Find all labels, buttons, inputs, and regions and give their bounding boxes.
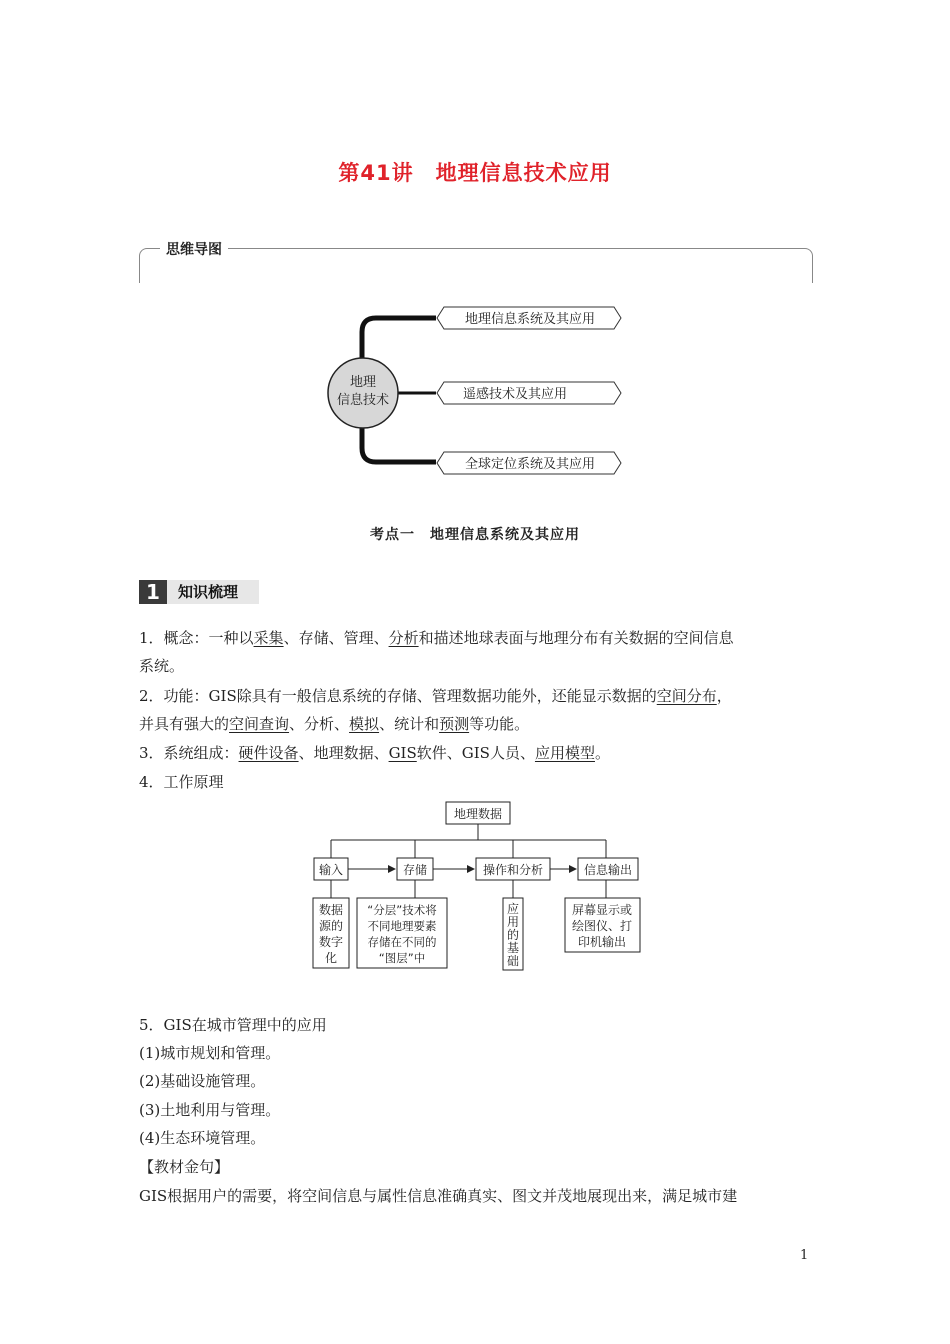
page-number: 1 [800,1248,809,1263]
note-input-line: 数据 [318,903,344,917]
answer-blank: GIS [388,744,417,762]
note-output-line: 印机输出 [577,935,627,949]
list-item: (4)生态环境管理。 [139,1129,266,1147]
gis-city-heading: 5．GIS在城市管理中的应用 [139,1016,327,1034]
answer-blank: 空间查询 [229,715,290,733]
section-title: 考点一 地理信息系统及其应用 [370,527,580,543]
answer-blank: 应用模型 [534,744,595,762]
list-item: (1)城市规划和管理。 [139,1044,281,1062]
function-line-1: 2．功能：GIS除具有一般信息系统的存储、管理数据功能外，还能显示数据的空间分布， [139,687,732,705]
page-title: 第41讲 地理信息技术应用 [338,161,612,185]
principle-heading: 4．工作原理 [139,773,224,791]
note-analyze-char: 应 [506,902,520,916]
list-item: (2)基础设施管理。 [139,1072,266,1090]
mindmap-branch-gis-label: 地理信息系统及其应用 [464,312,596,327]
components-line: 3．系统组成：硬件设备、地理数据、GIS软件、GIS人员、应用模型。 [139,744,610,762]
flow-label-store: 存储 [402,863,428,877]
flow-label-analyze: 操作和分析 [482,863,544,877]
quote-label: 【教材金句】 [139,1158,230,1176]
mindmap-center-line2: 信息技术 [336,393,390,408]
mindmap-branch-gps-label: 全球定位系统及其应用 [464,457,596,472]
flow-label-output: 信息输出 [583,863,633,877]
note-store-line: “分层”技术将 [367,903,437,917]
note-analyze-char: 用 [506,915,520,929]
note-analyze-char: 基 [506,941,520,955]
concept-line-2: 系统。 [139,657,185,675]
list-item: (3)土地利用与管理。 [139,1101,281,1119]
quote-text: GIS根据用户的需要，将空间信息与属性信息准确真实、图文并茂地展现出来，满足城市建 [139,1187,738,1205]
flow-label-geodata: 地理数据 [453,807,503,821]
badge-label: 知识梳理 [178,583,239,601]
note-input-line: 源的 [318,919,344,933]
note-output-line: 绘图仪、打 [571,919,633,933]
note-analyze-char: 的 [506,928,520,942]
concept-line-1: 1．概念：一种以采集、存储、管理、分析和描述地球表面与地理分布有关数据的空间信息 [139,629,734,647]
note-store-line: 存储在不同的 [367,935,437,949]
mindmap-center-line1: 地理 [349,375,377,390]
note-store-line: “图层”中 [378,951,426,965]
answer-blank: 分析 [388,629,419,647]
mindmap-branch-rs-label: 遥感技术及其应用 [462,387,568,402]
note-input-line: 数字 [318,935,344,949]
answer-blank: 硬件设备 [238,744,299,762]
note-store-line: 不同地理要素 [367,919,437,933]
note-analyze-char: 础 [506,954,520,968]
answer-blank: 空间分布 [656,687,717,705]
answer-blank: 采集 [253,629,284,647]
note-input-line: 化 [324,951,338,965]
note-output-line: 屏幕显示或 [571,903,633,917]
function-line-2: 并具有强大的空间查询、分析、模拟、统计和预测等功能。 [139,715,530,733]
mindmap-label: 思维导图 [160,239,228,259]
answer-blank: 模拟 [349,715,380,733]
badge-number: 1 [139,580,167,604]
flow-label-input: 输入 [318,863,344,877]
answer-blank: 预测 [439,715,470,733]
